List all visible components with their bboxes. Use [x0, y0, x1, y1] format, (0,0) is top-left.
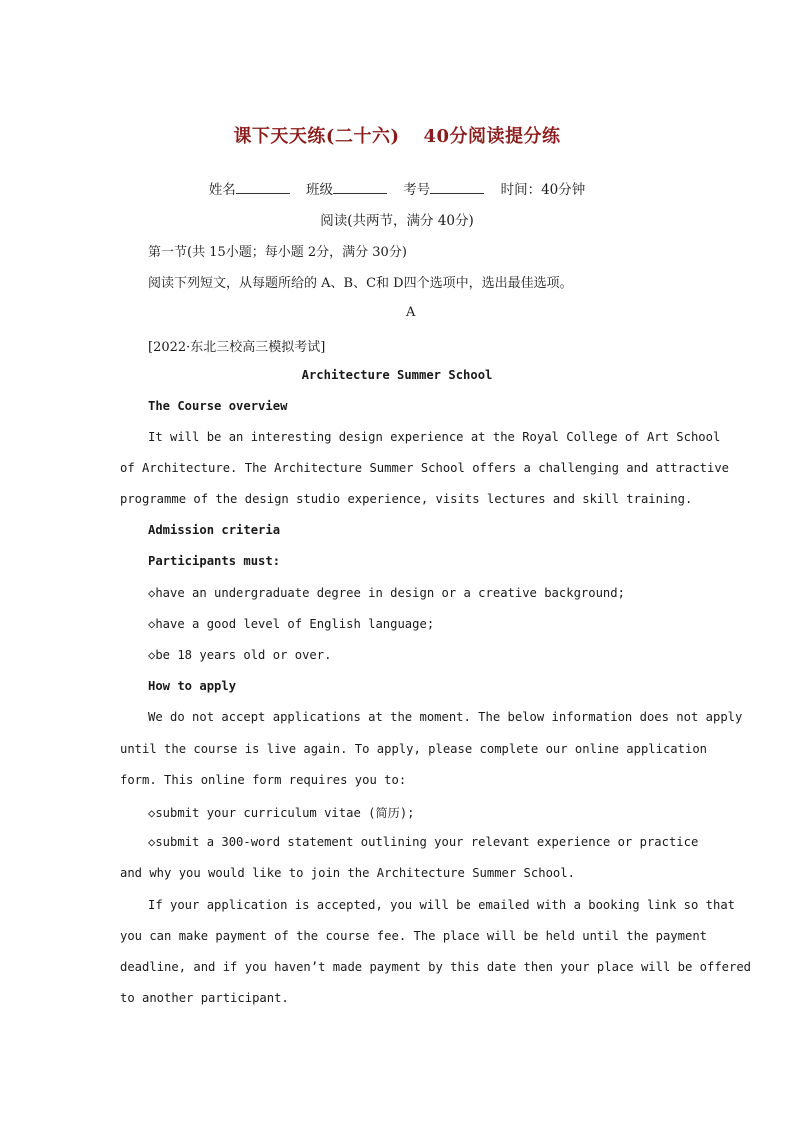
student-info-row — [0, 178, 794, 198]
title-part2: 40分阅读提分练 — [423, 126, 561, 147]
accepted-line-1: If your application is accepted, you will be emailed with a booking link so that — [148, 898, 735, 912]
overview-line-1: It will be an interesting design experience at the Royal College of Art School — [148, 430, 721, 444]
criteria-item: ◇have a good level of English language; — [148, 617, 435, 631]
requirement-item: ◇submit your curriculum vitae (简历); — [148, 806, 415, 820]
accepted-line-2: you can make payment of the course fee. The place will be held until the payment — [120, 929, 707, 943]
requirement-item: ◇submit a 300-word statement outlining your relevant experience or practice — [148, 835, 699, 849]
section-heading: 阅读(共两节，满分 40分) — [320, 213, 474, 229]
passage-letter: A — [406, 305, 416, 320]
admission-heading: Admission criteria — [148, 523, 281, 537]
instruction-text: 阅读下列短文，从每题所给的 A、B、C和 D四个选项中，选出最佳选项。 — [148, 276, 573, 291]
passage-title: Architecture Summer School — [301, 368, 493, 382]
accepted-line-3: deadline, and if you haven’t made payment by this date then your place will be offered — [120, 960, 752, 974]
name-blank[interactable] — [236, 181, 290, 194]
source-tag: [2022·东北三校高三模拟考试] — [148, 340, 326, 355]
name-label: 姓名 — [208, 182, 236, 198]
id-blank[interactable] — [430, 181, 484, 194]
apply-line-3: form. This online form requires you to: — [120, 773, 407, 787]
apply-heading: How to apply — [148, 679, 237, 693]
participants-heading: Participants must: — [148, 554, 281, 568]
part1-heading: 第一节(共 15小题；每小题 2分，满分 30分) — [148, 245, 407, 260]
criteria-item: ◇be 18 years old or over. — [148, 648, 332, 662]
time-label: 时间：40分钟 — [500, 182, 586, 198]
page-title — [0, 122, 794, 148]
criteria-item: ◇have an undergraduate degree in design or a creative background; — [148, 586, 625, 600]
overview-line-3: programme of the design studio experience, visits lectures and skill training. — [120, 492, 693, 506]
overview-line-2: of Architecture. The Architecture Summer School offers a challenging and attractive — [120, 461, 730, 475]
class-label: 班级 — [306, 182, 333, 198]
apply-line-2: until the course is live again. To apply, please complete our online application — [120, 742, 707, 756]
requirement-continuation: and why you would like to join the Architecture Summer School. — [120, 866, 575, 880]
accepted-line-4: to another participant. — [120, 991, 289, 1005]
overview-heading: The Course overview — [148, 399, 288, 413]
class-blank[interactable] — [333, 181, 387, 194]
title-part1: 课下天天练(二十六) — [233, 126, 400, 147]
apply-line-1: We do not accept applications at the moment. The below information does not apply — [148, 710, 743, 724]
id-label: 考号 — [403, 182, 431, 198]
